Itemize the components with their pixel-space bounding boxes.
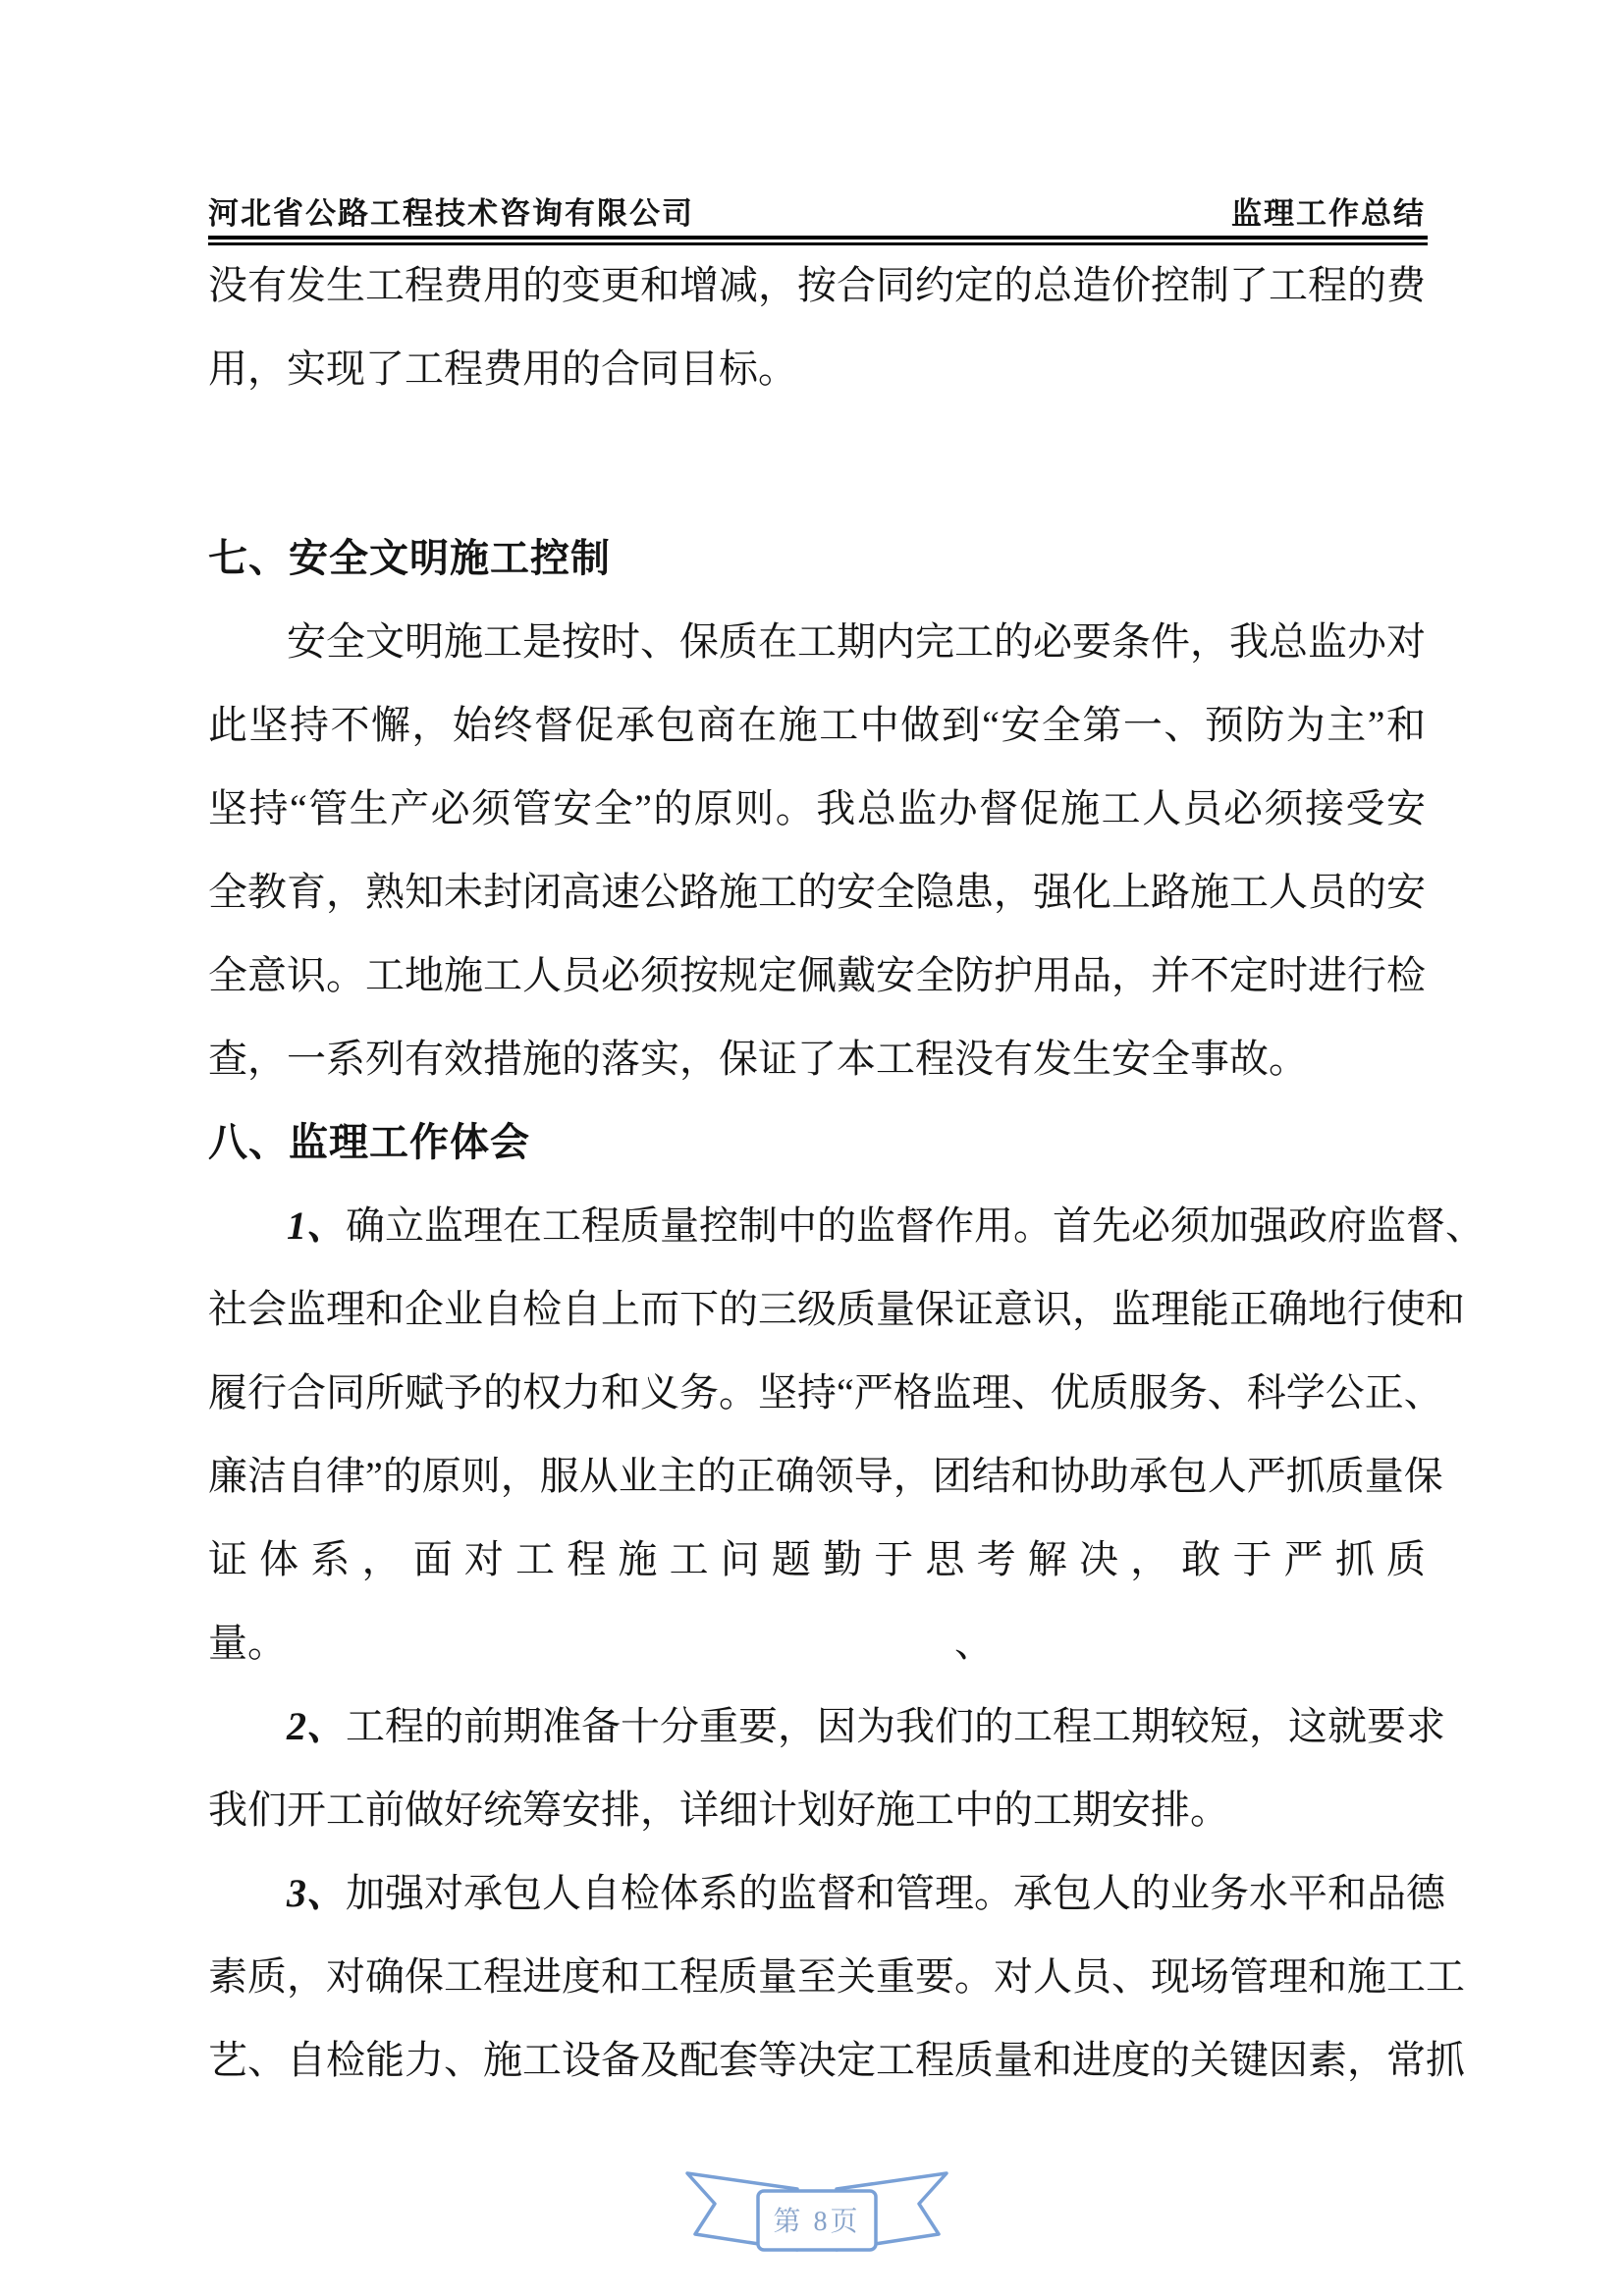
text-line: 3、加强对承包人自检体系的监督和管理。承包人的业务水平和品德 <box>287 1871 1445 1915</box>
text-line: 素质，对确保工程进度和工程质量至关重要。对人员、现场管理和施工工 <box>208 1954 1465 1999</box>
text-line: 查，一系列有效措施的落实，保证了本工程没有发生安全事故。 <box>208 1037 1308 1081</box>
paragraph-gap <box>208 410 1426 516</box>
text-line: 没有发生工程费用的变更和增减，按合同约定的总造价控制了工程的费 <box>208 263 1426 307</box>
page-header <box>208 188 1426 233</box>
text-line: 我们开工前做好统筹安排，详细计划好施工中的工期安排。 <box>208 1788 1229 1832</box>
text-line: 证体系，面对工程施工问题勤于思考解决，敢于严抓质 <box>208 1537 1426 1581</box>
text-line: 艺、自检能力、施工设备及配套等决定工程质量和进度的关键因素，常抓 <box>208 2038 1465 2082</box>
page-number-banner <box>660 2167 974 2266</box>
text-line: 1、确立监理在工程质量控制中的监督作用。首先必须加强政府监督、 <box>287 1203 1485 1248</box>
text-line: 量。 、 <box>208 1621 994 1665</box>
text-line: 此坚持不懈，始终督促承包商在施工中做到“安全第一、预防为主”和 <box>208 703 1426 747</box>
list-number: 3、 <box>287 1871 346 1915</box>
text-line: 全意识。工地施工人员必须按规定佩戴安全防护用品，并不定时进行检 <box>208 953 1426 997</box>
doc-title: 监理工作总结 <box>1231 196 1426 231</box>
list-number: 2、 <box>287 1704 346 1748</box>
text-line: 用，实现了工程费用的合同目标。 <box>208 347 797 391</box>
list-number: 1、 <box>287 1203 346 1248</box>
section-heading-8: 八、监理工作体会 <box>208 1120 530 1164</box>
text-line: 全教育，熟知未封闭高速公路施工的安全隐患，强化上路施工人员的安 <box>208 870 1426 914</box>
text-line: 2、工程的前期准备十分重要，因为我们的工程工期较短，这就要求 <box>287 1704 1445 1748</box>
text-line: 坚持“管生产必须管安全”的原则。我总监办督促施工人员必须接受安 <box>208 786 1426 830</box>
text-line: 履行合同所赋予的权力和义务。坚持“严格监理、优质服务、科学公正、 <box>208 1370 1443 1415</box>
stray-mark: 、 <box>954 1621 994 1665</box>
document-body <box>208 243 1485 2102</box>
page-number: 第 8页 <box>773 2207 861 2237</box>
company-name: 河北省公路工程技术咨询有限公司 <box>208 196 694 231</box>
text-line: 安全文明施工是按时、保质在工期内完工的必要条件，我总监办对 <box>287 619 1426 664</box>
text-line: 社会监理和企业自检自上而下的三级质量保证意识，监理能正确地行使和 <box>208 1287 1465 1331</box>
text-line: 廉洁自律”的原则，服从业主的正确领导，团结和协助承包人严抓质量保 <box>208 1454 1443 1498</box>
section-heading-7: 七、安全文明施工控制 <box>208 536 611 580</box>
ribbon-icon <box>660 2167 974 2266</box>
